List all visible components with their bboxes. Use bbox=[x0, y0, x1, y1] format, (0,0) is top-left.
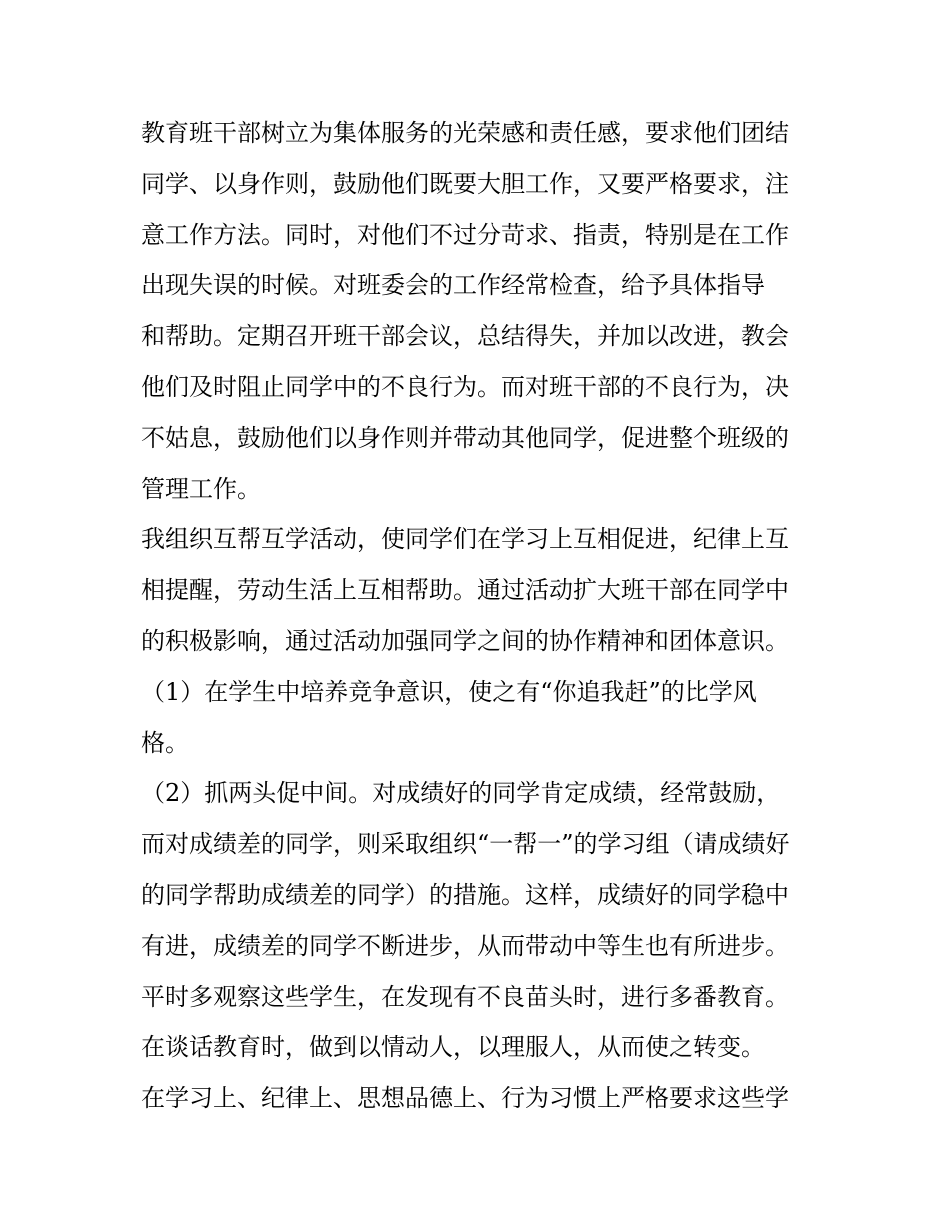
text-line-4: 出现失误的时候。对班委会的工作经常检查，给予具体指导 bbox=[141, 271, 765, 300]
body-text bbox=[141, 108, 821, 1124]
text-line-19: 在谈话教育时，做到以情动人，以理服人，从而使之转变。 bbox=[141, 1033, 765, 1062]
text-line-14: （2）抓两头促中间。对成绩好的同学肯定成绩，经常鼓励， bbox=[141, 779, 781, 808]
text-line-11: 的积极影响，通过活动加强同学之间的协作精神和团体意识。 bbox=[141, 626, 789, 655]
text-line-9: 我组织互帮互学活动，使同学们在学习上互相促进，纪律上互 bbox=[141, 525, 789, 554]
text-line-2: 同学、以身作则，鼓励他们既要大胆工作，又要严格要求，注 bbox=[141, 169, 789, 198]
text-line-18: 平时多观察这些学生，在发现有不良苗头时，进行多番教育。 bbox=[141, 982, 789, 1011]
text-line-1: 教育班干部树立为集体服务的光荣感和责任感，要求他们团结 bbox=[141, 119, 789, 147]
text-line-15: 而对成绩差的同学，则采取组织“一帮一”的学习组（请成绩好 bbox=[141, 830, 790, 859]
text-line-5: 和帮助。定期召开班干部会议，总结得失，并加以改进，教会 bbox=[141, 322, 789, 351]
text-line-10: 相提醒，劳动生活上互相帮助。通过活动扩大班干部在同学中 bbox=[141, 576, 789, 605]
text-line-3: 意工作方法。同时，对他们不过分苛求、指责，特别是在工作 bbox=[141, 220, 789, 249]
text-line-20: 在学习上、纪律上、思想品德上、行为习惯上严格要求这些学 bbox=[141, 1084, 789, 1113]
text-line-12: （1）在学生中培养竞争意识，使之有“你追我赶”的比学风 bbox=[141, 677, 757, 706]
text-line-17: 有进，成绩差的同学不断进步，从而带动中等生也有所进步。 bbox=[141, 931, 789, 960]
text-line-8: 管理工作。 bbox=[141, 474, 261, 503]
text-line-13: 格。 bbox=[141, 728, 189, 757]
text-line-16: 的同学帮助成绩差的同学）的措施。这样，成绩好的同学稳中 bbox=[141, 880, 789, 909]
text-line-7: 不姑息，鼓励他们以身作则并带动其他同学，促进整个班级的 bbox=[141, 423, 789, 452]
text-line-6: 他们及时阻止同学中的不良行为。而对班干部的不良行为，决 bbox=[141, 372, 789, 401]
